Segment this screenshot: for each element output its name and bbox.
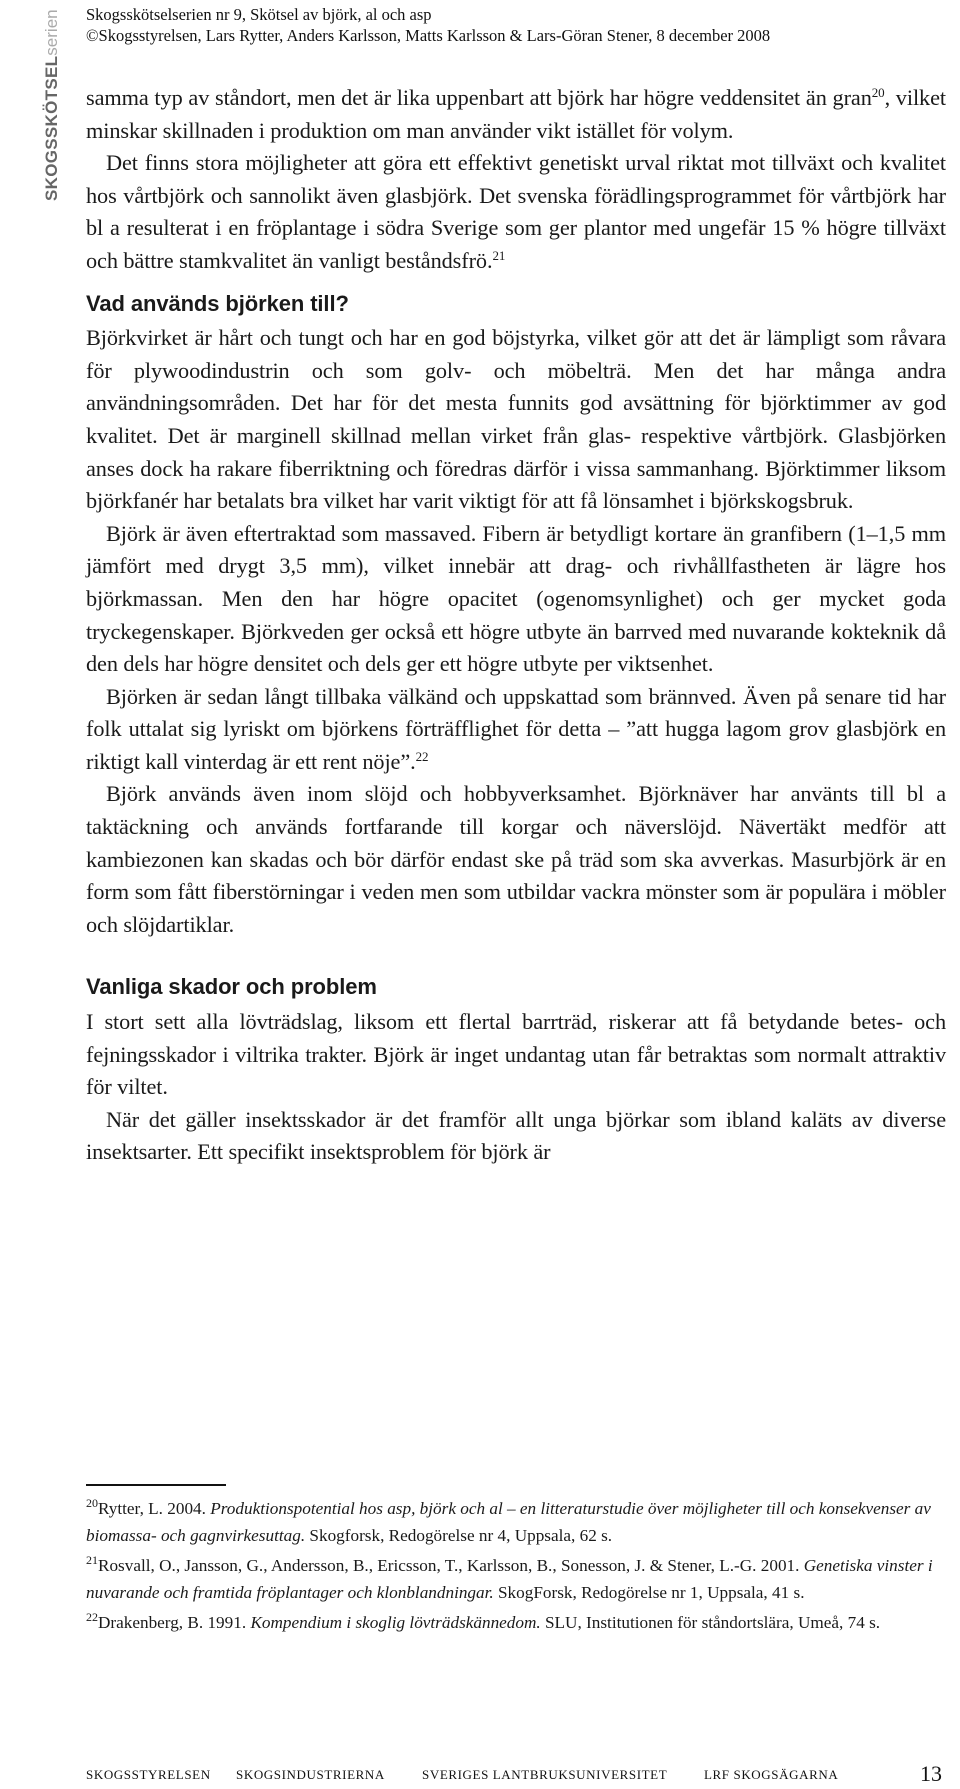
footnote: $^{21}$Rosvall, O., Jansson, G., Andersson, B., Ericsson, T., Karlsson, B., Sonesson, J. & Stener, L.-G. 2001. Genetiska vinster i nuvarande och framtida fröplantager och klonblandningar. SkogForsk, Redogörelse nr 1, Uppsala, 41 s. xyxy=(86,1553,933,1602)
paragraph: Björk används även inom slöjd och hobbyverksamhet. Björknäver har använts till bl a taktäckning och används fortfarande till korgar och näverslöjd. Nävertäkt medför att kambiezonen kan skadas och bör därför endast ske på träd som ska avverkas. Masurbjörk är en form som fått fiberstörningar i veden men som utbildar vackra mönster som är populära i möbler och slöjdartiklar. xyxy=(86,781,946,937)
footnote: $^{22}$Drakenberg, B. 1991. Kompendium i skoglig lövträdskännedom. SLU, Institutionen för ståndortslära, Umeå, 74 s. xyxy=(86,1610,881,1632)
series-logo xyxy=(37,9,67,205)
running-header xyxy=(86,4,770,46)
body-text xyxy=(86,82,946,1169)
page-number: 13 xyxy=(920,1761,942,1786)
logo-text-light: serien xyxy=(42,9,61,56)
paragraph: Björk är även eftertraktad som massaved. Fibern är betydligt kortare än granfibern (1–1,5 mm jämfört med drygt 3,5 mm), vilket innebär att drag- och rivhållfastheten är lägre hos björkmassan. Men den har högre opacitet (ogenomsynlighet) och ger mycket goda tryckegenskaper. Björkveden ger också ett högre utbyte än barrved med nuvarande kokteknik då den dels har högre densitet och dels ger ett högre utbyte per viktsenhet. xyxy=(86,520,946,677)
footnote-divider xyxy=(86,1484,226,1486)
paragraph: Det finns stora möjligheter att göra ett effektivt genetiskt urval riktat mot tillväxt och kvalitet hos vårtbjörk och sannolikt även glasbjörk. Det svenska förädlingsprogrammet för vårtbjörk har bl a resulterat i en fröplantage i södra Sverige som ger plantor med ungefär 15 % högre tillväxt och bättre stamkvalitet än vanligt beståndsfrö.$^{21}$ xyxy=(86,150,946,273)
logo-text-bold: SKOGSSKÖTSEL xyxy=(42,55,61,201)
series-title: Skogsskötselserien nr 9, Skötsel av björk, al och asp xyxy=(86,5,432,24)
footnote-ref: 22 xyxy=(415,748,429,764)
paragraph: Björkvirket är hårt och tungt och har en god böjstyrka, vilket gör att det är lämpligt som råvara för plywoodindustrin och som golv- och möbelträ. Men det har många andra användningsområden. Det har för det mesta funnits god avsättning för björktimmer av god kvalitet. Det är marginell skillnad mellan virket från glas- respektive vårtbjörk. Glasbjörken anses dock ha rakare fiberriktning och föredras därför i vissa sammanhang. Björktimmer liksom björkfanér har betalats bra vilket har varit viktigt för att få lönsamhet i björkskogsbruk. xyxy=(86,325,946,514)
footnote: $^{20}$Rytter, L. 2004. Produktionspotential hos asp, björk och al – en litteraturstudie över möjligheter till och konsekvenser av biomassa- och gagnvirkesuttag. Skogforsk, Redogörelse nr 4, Uppsala, 62 s. xyxy=(86,1496,931,1545)
paragraph: samma typ av ståndort, men det är lika uppenbart att björk har högre veddensitet än gran$^{20}$, vilket minskar skillnaden i produktion om man använder vikt istället för volym. xyxy=(86,85,946,143)
section-heading: Vad används björken till? xyxy=(86,290,349,316)
paragraph: I stort sett alla lövträdslag, liksom ett flertal barrträd, riskerar att få betydande betes- och fejningsskador i viltrika trakter. Björk är inget undantag utan får betraktas som normalt attraktiv för viltet. xyxy=(86,1009,946,1100)
page-footer xyxy=(86,1761,946,1785)
footnote-ref: 20 xyxy=(871,85,885,100)
footnotes xyxy=(86,1496,946,1641)
paragraph: Björken är sedan långt tillbaka välkänd och uppskattad som brännved. Även på senare tid har folk uttalat sig lyriskt om björkens förträfflighet för detta – ”att hugga lagom grov glasbjörk en riktigt kall vinterdag är ett rent nöje”.$^{22}$ xyxy=(86,683,946,774)
section-heading: Vanliga skador och problem xyxy=(86,974,377,1000)
footer-org-slu: SVERIGES LANTBRUKSUNIVERSITET xyxy=(422,1767,668,1782)
copyright-line: ©Skogsstyrelsen, Lars Rytter, Anders Karlsson, Matts Karlsson & Lars-Göran Stener, 8 december 2008 xyxy=(86,26,771,45)
footnote-ref: 21 xyxy=(492,247,506,263)
footer-org-skogsstyrelsen: SKOGSSTYRELSEN xyxy=(86,1767,211,1782)
paragraph: När det gäller insektsskador är det framför allt unga björkar som ibland kaläts av diverse insektsarter. Ett specifikt insektsproblem för björk är xyxy=(86,1106,946,1165)
footer-org-skogsindustrierna: SKOGSINDUSTRIERNA xyxy=(236,1767,385,1782)
footer-org-lrf: LRF SKOGSÄGARNA xyxy=(704,1767,839,1782)
